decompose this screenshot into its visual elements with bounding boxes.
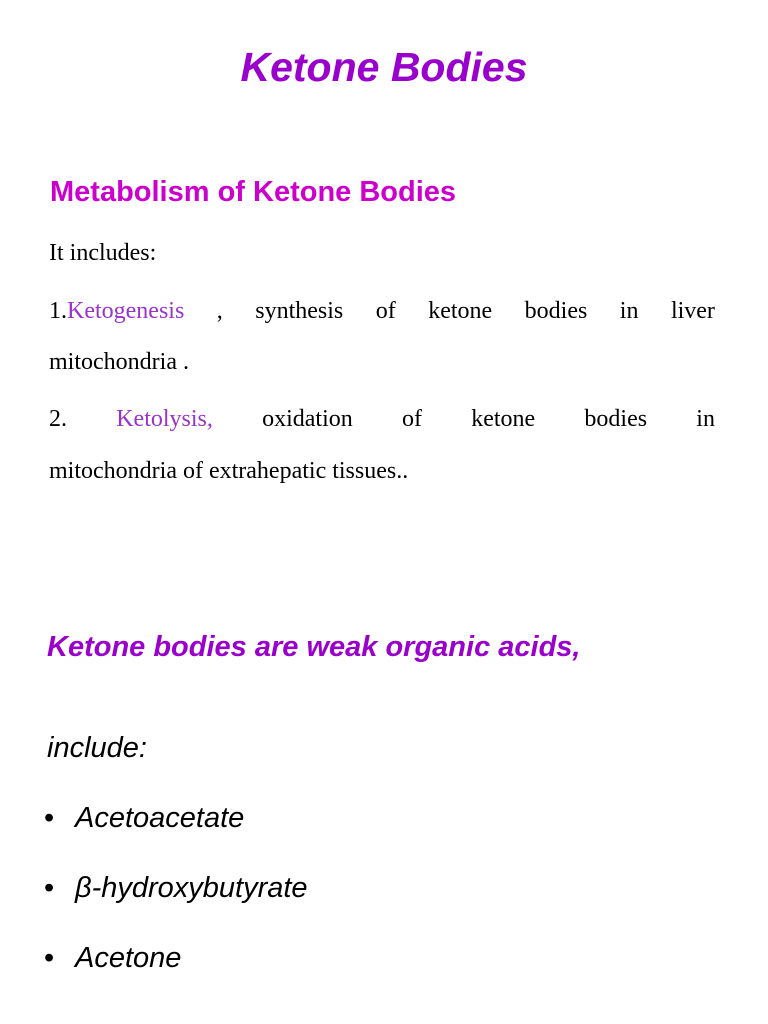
item1-line2: mitochondria . xyxy=(49,349,189,375)
bullet-text: β-hydroxybutyrate xyxy=(75,872,308,904)
bullet-dot: • xyxy=(44,802,55,834)
item1-word: in xyxy=(619,298,639,324)
slide-title: Ketone Bodies xyxy=(240,44,528,90)
item1-word: of xyxy=(375,298,396,324)
bullet-dot: • xyxy=(44,942,55,974)
item1-word: , xyxy=(216,298,223,324)
item1-word: synthesis xyxy=(255,298,344,324)
intro-text: It includes: xyxy=(49,240,157,266)
item2-word: in xyxy=(696,406,715,432)
item2-word: oxidation xyxy=(262,406,353,432)
statement-heading: Ketone bodies are weak organic acids, xyxy=(47,631,581,663)
item2-line1 xyxy=(49,403,715,435)
item1-word: bodies xyxy=(524,298,588,324)
bullet-text: Acetoacetate xyxy=(75,802,245,834)
item1-number: 1. xyxy=(49,298,67,324)
item1-lead xyxy=(49,295,184,327)
item1-word: ketone xyxy=(428,298,493,324)
item2-line2: mitochondria of extrahepatic tissues.. xyxy=(49,458,409,484)
item1-line1 xyxy=(49,295,715,327)
include-label: include: xyxy=(47,732,147,764)
bullet-item xyxy=(44,868,308,908)
bullet-item xyxy=(44,798,244,838)
bullet-dot: • xyxy=(44,872,55,904)
item2-word: ketone xyxy=(471,406,536,432)
item2-word: of xyxy=(401,406,422,432)
item2-word: bodies xyxy=(584,406,648,432)
item1-term: Ketogenesis xyxy=(67,298,185,324)
item1-word: liver xyxy=(670,298,715,324)
bullet-text: Acetone xyxy=(75,942,182,974)
item2-term: Ketolysis, xyxy=(116,406,213,432)
bullet-item xyxy=(44,938,181,978)
item2-number: 2. xyxy=(49,406,67,432)
section-subtitle: Metabolism of Ketone Bodies xyxy=(50,176,457,208)
